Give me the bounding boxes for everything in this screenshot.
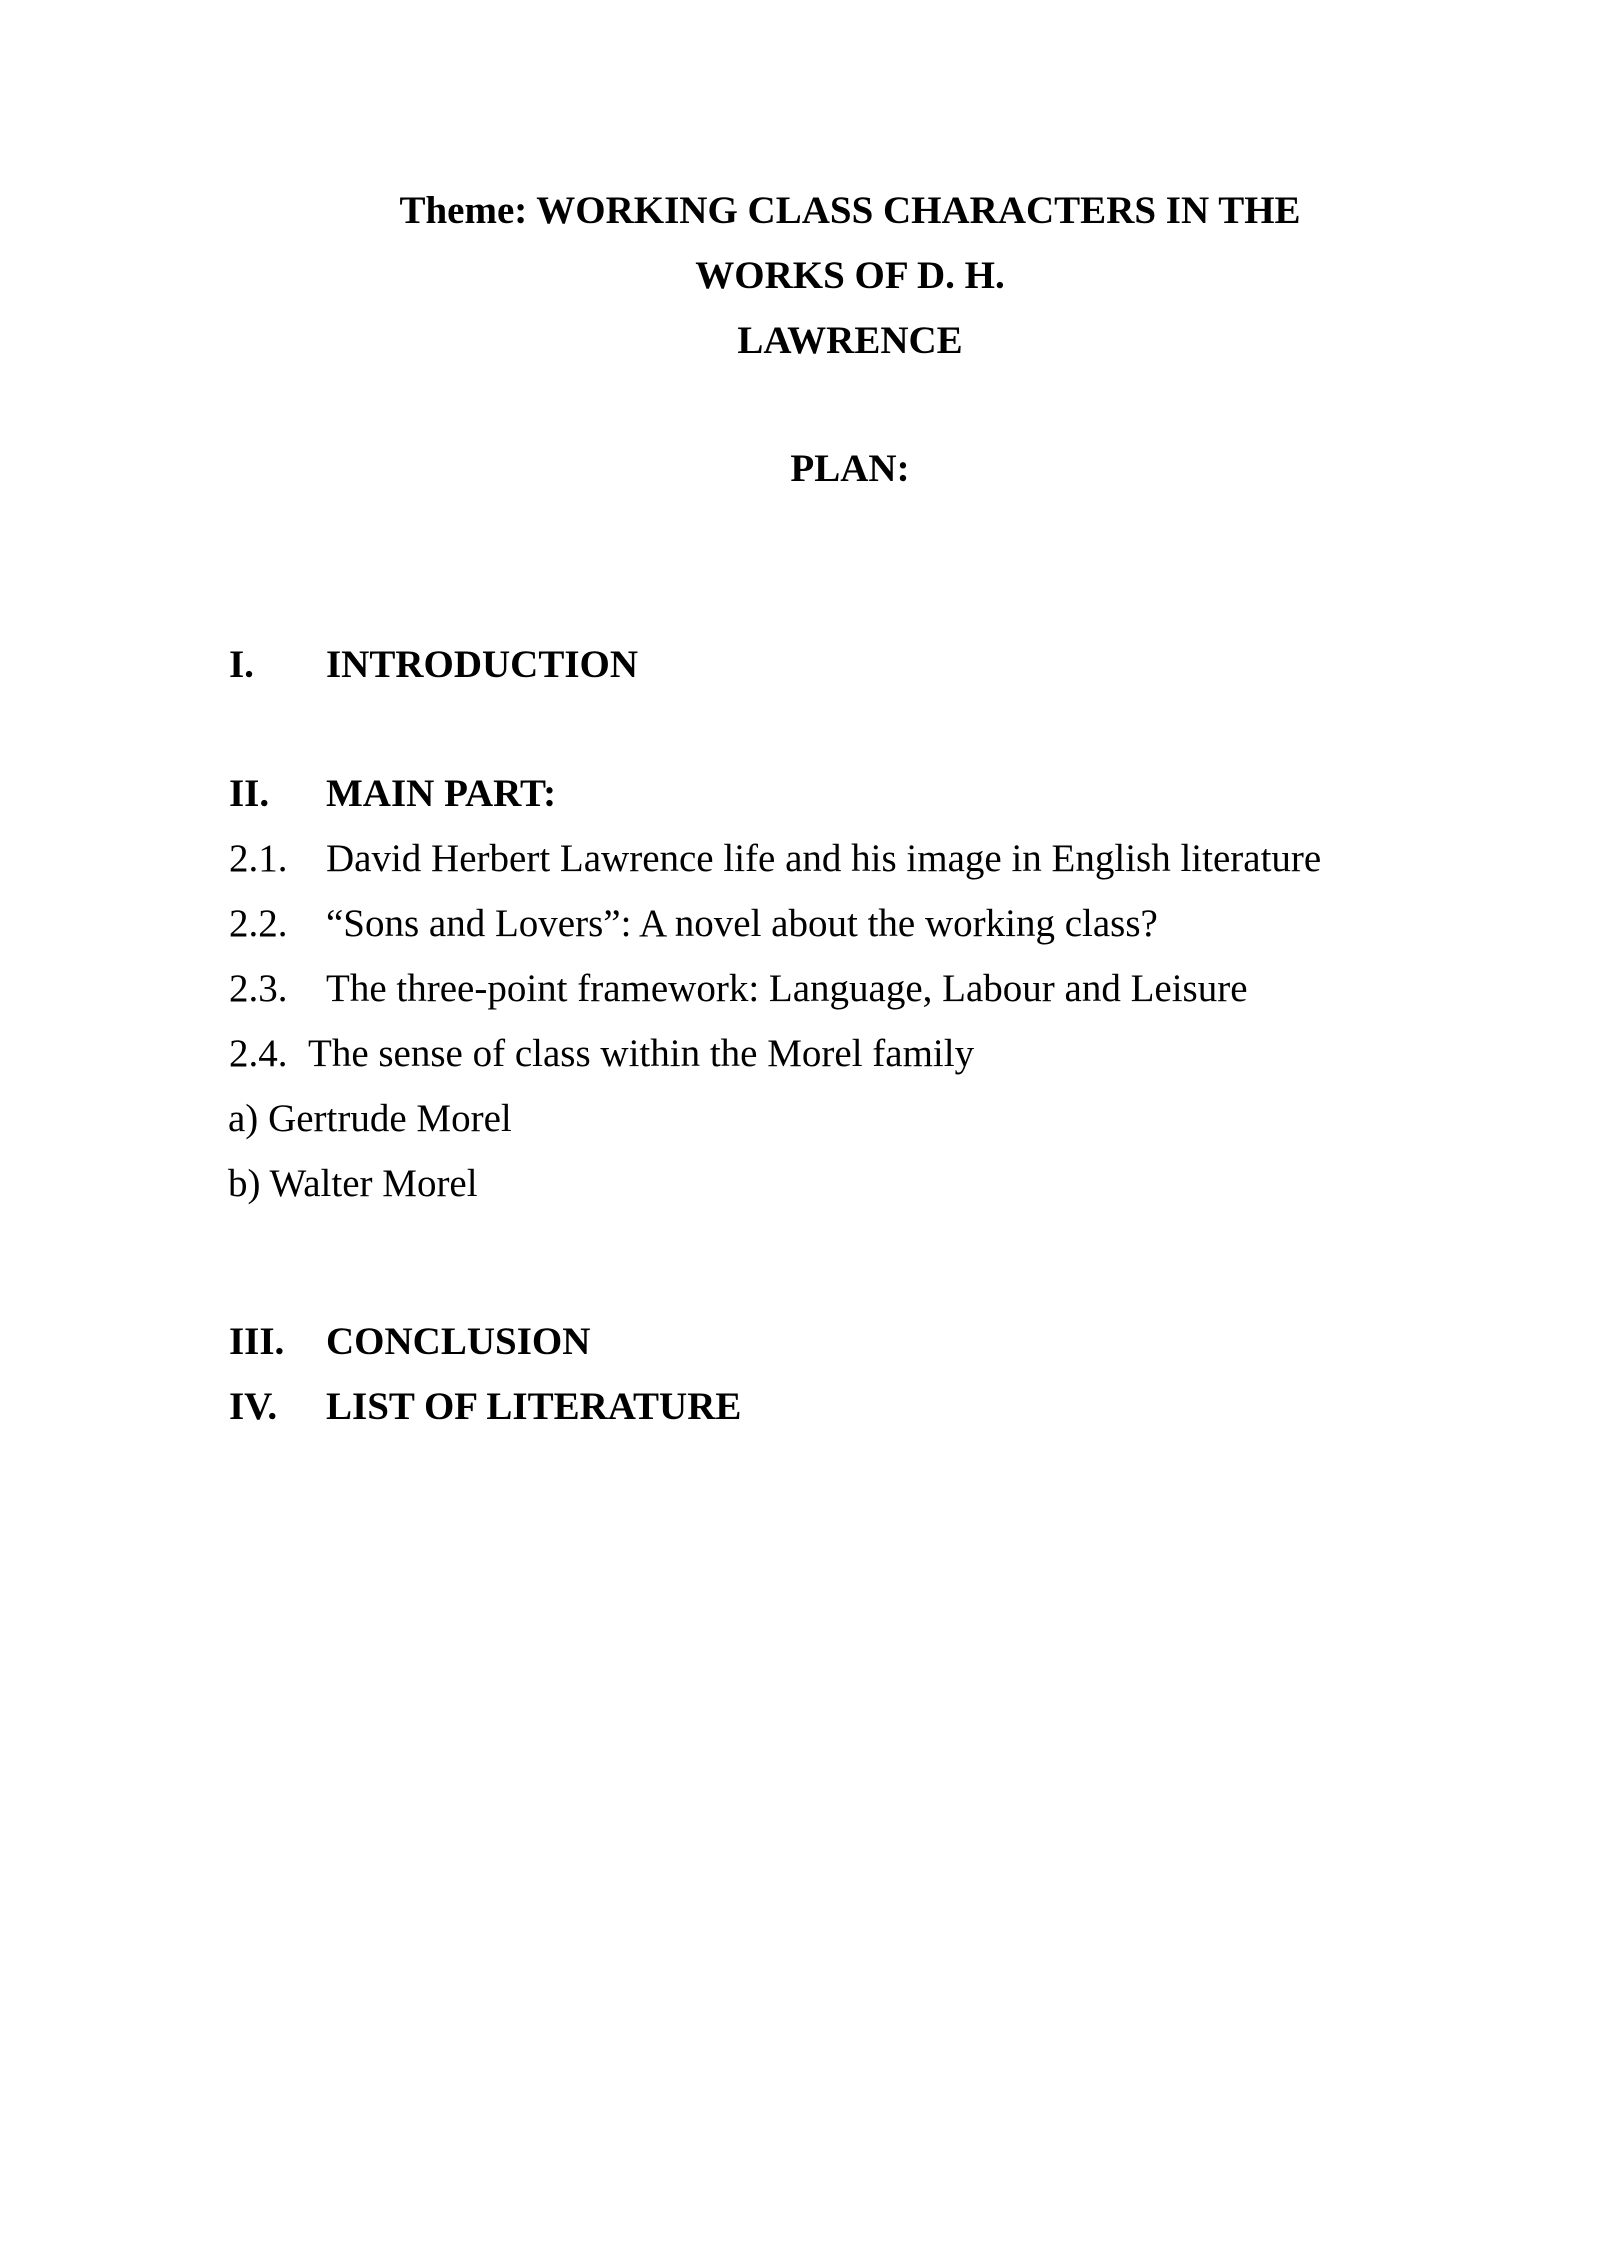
outline-item-text: CONCLUSION [326, 1320, 591, 1363]
outline-item-2-2 [0, 891, 1600, 956]
document-title-line2: LAWRENCE [737, 319, 963, 362]
plan-heading: PLAN: [790, 447, 910, 490]
outline-item-number: 2.3. [229, 967, 288, 1010]
outline-item-text: The sense of class within the Morel family [308, 1032, 975, 1075]
outline-item-number: 2.4. [229, 1032, 288, 1075]
outline-item-letter: b) [228, 1162, 261, 1205]
outline-item-text: “Sons and Lovers”: A novel about the working class? [326, 902, 1158, 945]
outline-item-text: The three-point framework: Language, Labour and Leisure [326, 967, 1248, 1010]
outline-item-introduction [0, 632, 1600, 697]
outline-item-list-of-literature [0, 1374, 1600, 1439]
outline-item-number: II. [229, 772, 270, 815]
outline-item-letter: a) [228, 1097, 259, 1140]
outline-item-main-part [0, 761, 1600, 826]
outline-item-2-1 [0, 826, 1600, 891]
outline-item-number: I. [229, 643, 254, 686]
outline-item-conclusion [0, 1309, 1600, 1374]
outline-item-text: Walter Morel [269, 1162, 478, 1205]
outline-item-number: 2.2. [229, 902, 288, 945]
outline-item-number: 2.1. [229, 837, 288, 880]
document-title-line1: Theme: WORKING CLASS CHARACTERS IN THE WORKS OF D. H. [399, 189, 1301, 297]
outline-item-text: MAIN PART: [326, 772, 557, 815]
outline-item-number: III. [229, 1320, 285, 1363]
outline-item-text: Gertrude Morel [268, 1097, 512, 1140]
outline-item-b-walter-morel [0, 1151, 1600, 1216]
outline-item-number: IV. [229, 1385, 278, 1428]
document-title [326, 178, 1374, 373]
outline-item-text: INTRODUCTION [326, 643, 639, 686]
outline-item-a-gertrude-morel [0, 1086, 1600, 1151]
outline-item-text: LIST OF LITERATURE [326, 1385, 742, 1428]
outline-item-2-4 [0, 1021, 1600, 1086]
outline-item-text: David Herbert Lawrence life and his image in English literature [326, 837, 1322, 880]
outline-item-2-3 [0, 956, 1600, 1021]
